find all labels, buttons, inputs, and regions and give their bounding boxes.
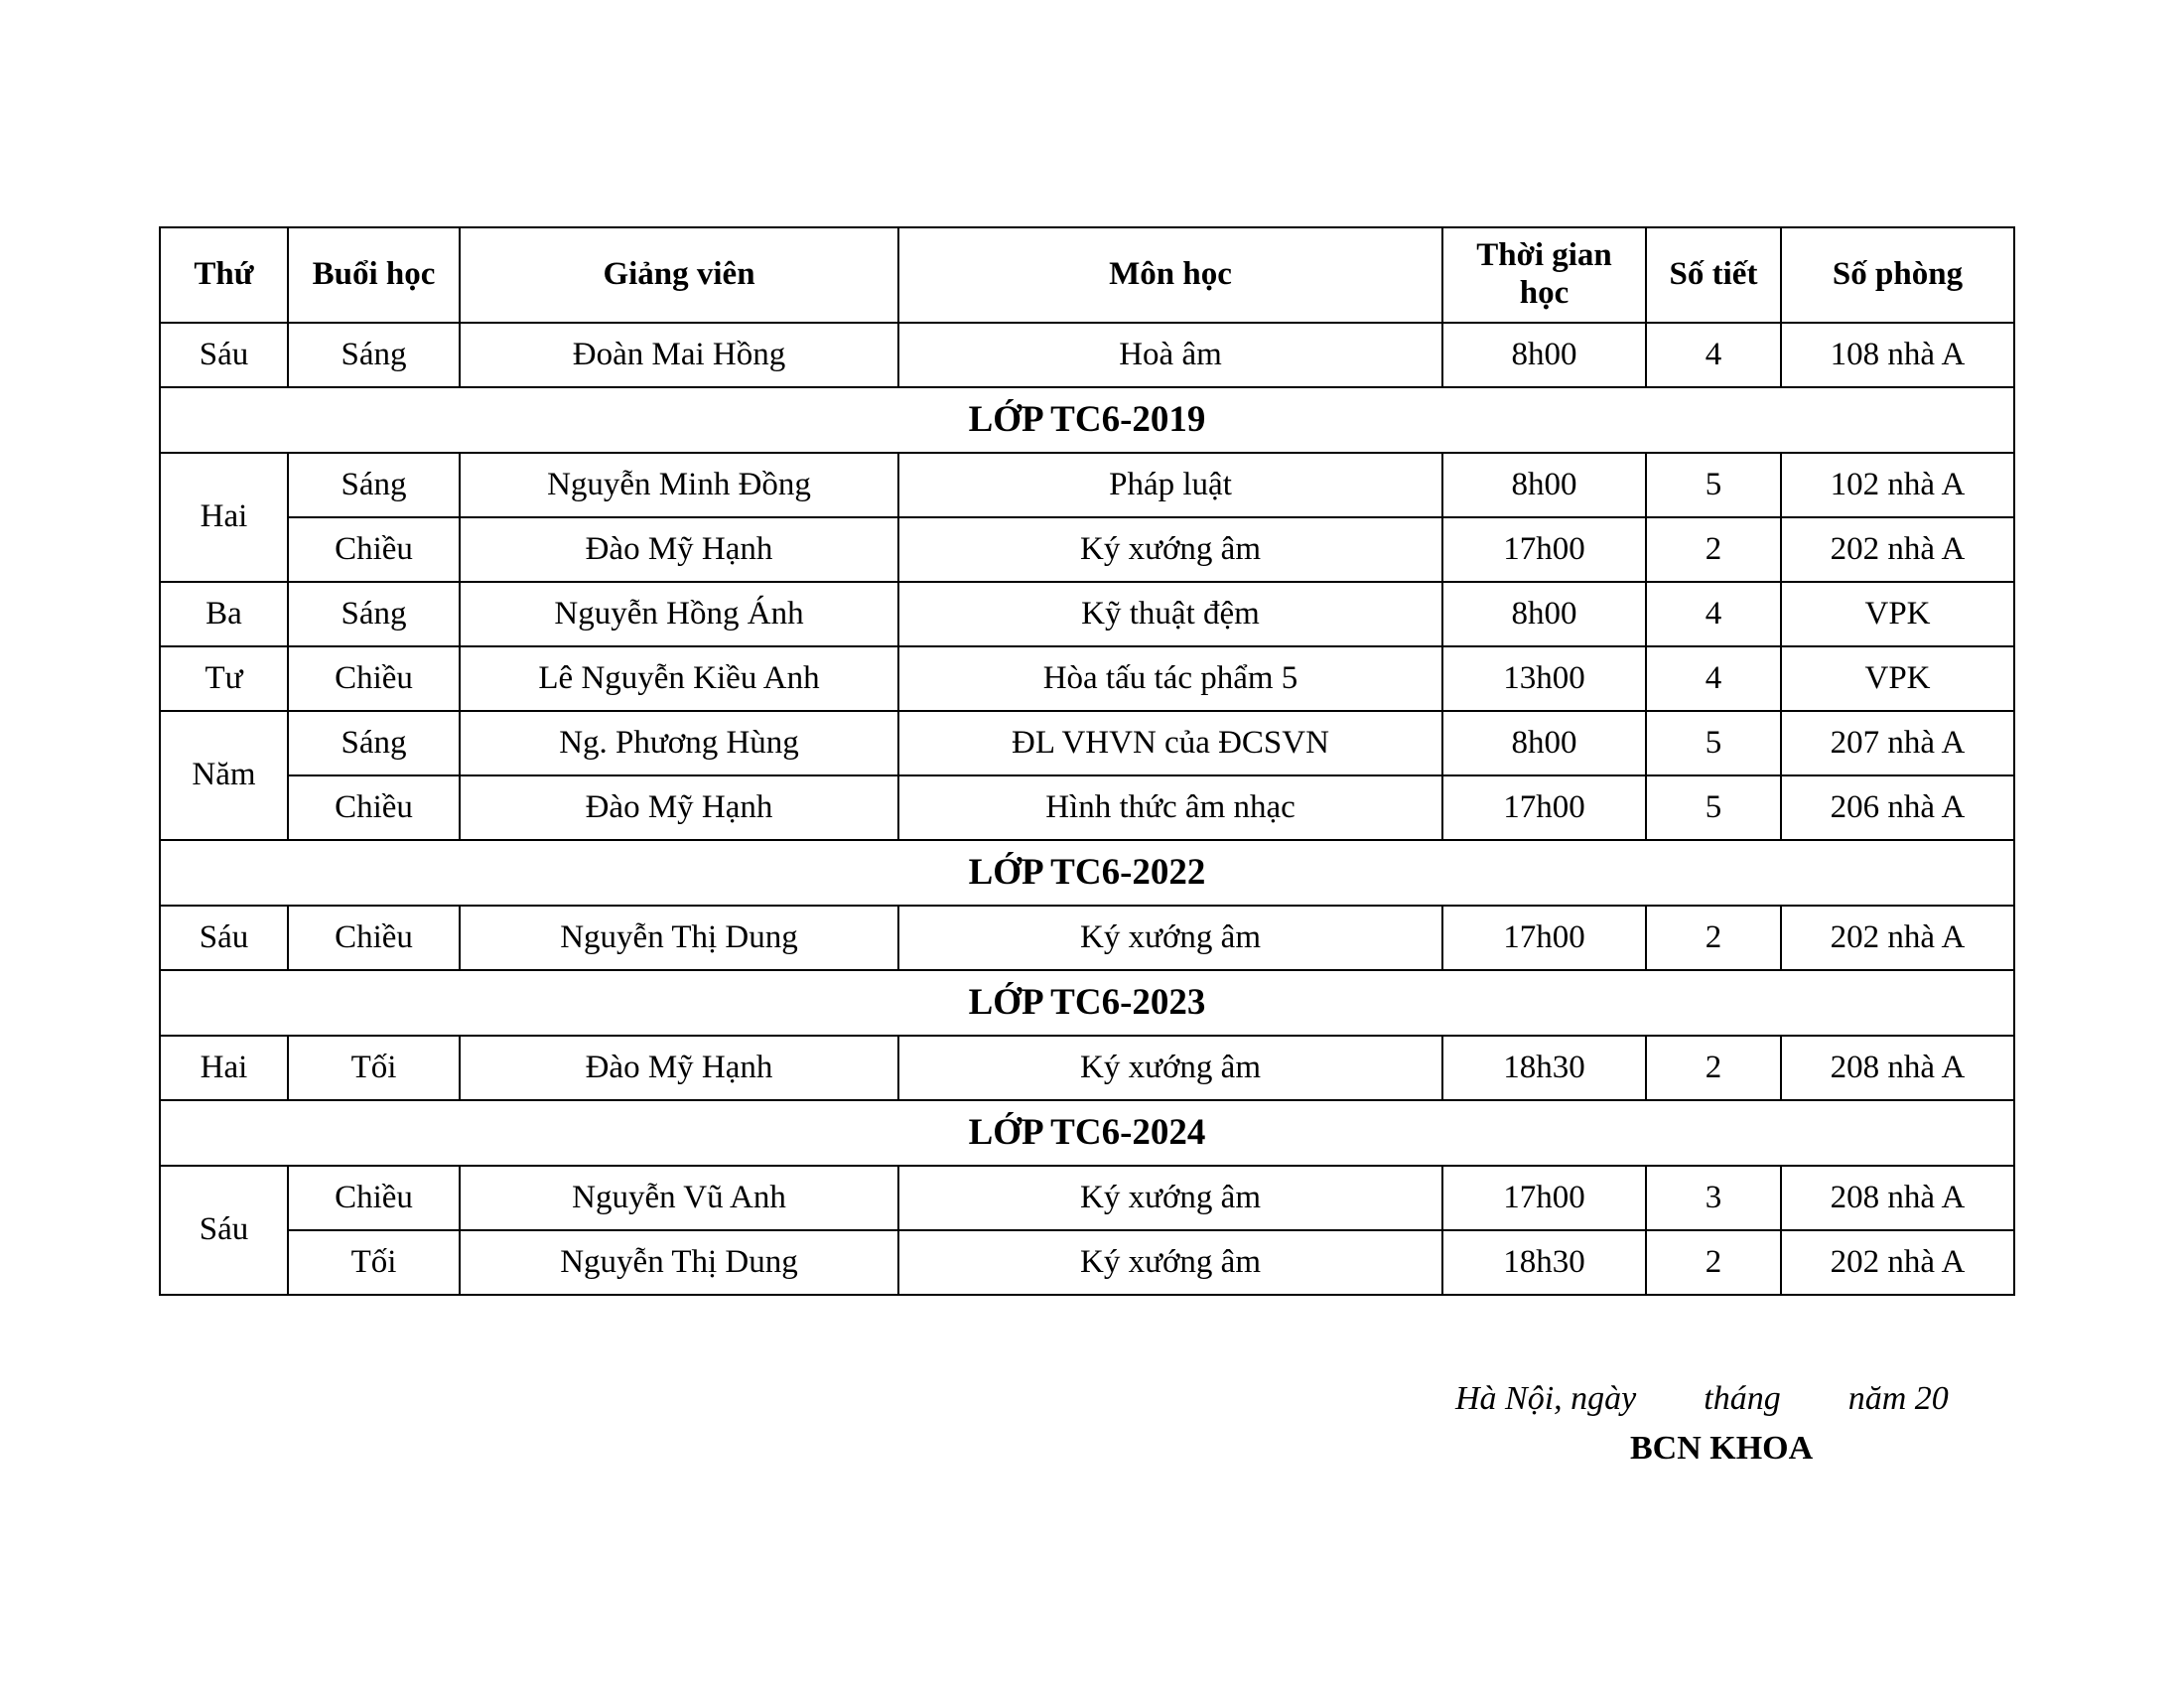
cell-so-tiet: 2 [1646,517,1781,582]
cell-thu: Sáu [160,906,288,970]
table-row [160,323,2014,387]
cell-giang-vien: Ng. Phương Hùng [460,711,898,775]
table-row [160,775,2014,840]
table-row [160,453,2014,517]
cell-buoi: Tối [288,1036,460,1100]
footer-signature-org: BCN KHOA [1630,1430,1814,1467]
section-row [160,840,2014,906]
cell-mon-hoc: Ký xướng âm [898,1230,1442,1295]
header-thoi-gian: Thời gian học [1442,227,1646,323]
cell-mon-hoc: Ký xướng âm [898,1166,1442,1230]
cell-mon-hoc: Ký xướng âm [898,1036,1442,1100]
cell-thu: Năm [160,711,288,840]
table-row [160,582,2014,646]
cell-thoi-gian: 18h30 [1442,1230,1646,1295]
cell-giang-vien: Đào Mỹ Hạnh [460,775,898,840]
table-row [160,906,2014,970]
cell-thoi-gian: 8h00 [1442,582,1646,646]
cell-thu: Ba [160,582,288,646]
cell-giang-vien: Nguyễn Vũ Anh [460,1166,898,1230]
cell-mon-hoc: Ký xướng âm [898,517,1442,582]
cell-so-tiet: 3 [1646,1166,1781,1230]
footer-date-line: Hà Nội, ngày tháng năm 20 [1455,1380,1949,1417]
cell-giang-vien: Nguyễn Thị Dung [460,1230,898,1295]
cell-thoi-gian: 17h00 [1442,517,1646,582]
cell-thoi-gian: 8h00 [1442,323,1646,387]
table-row [160,517,2014,582]
cell-thoi-gian: 17h00 [1442,1166,1646,1230]
section-title-2022: LỚP TC6-2022 [160,840,2014,906]
header-buoi: Buổi học [288,227,460,323]
cell-mon-hoc: Hình thức âm nhạc [898,775,1442,840]
cell-thu: Hai [160,1036,288,1100]
cell-mon-hoc: Kỹ thuật đệm [898,582,1442,646]
table-row [160,1036,2014,1100]
cell-so-phong: VPK [1781,646,2014,711]
cell-thoi-gian: 17h00 [1442,906,1646,970]
cell-so-tiet: 4 [1646,646,1781,711]
cell-so-tiet: 4 [1646,323,1781,387]
cell-thu: Tư [160,646,288,711]
cell-buoi: Chiều [288,906,460,970]
cell-giang-vien: Nguyễn Minh Đồng [460,453,898,517]
cell-mon-hoc: Hòa tấu tác phẩm 5 [898,646,1442,711]
section-row [160,1100,2014,1166]
cell-so-tiet: 5 [1646,775,1781,840]
cell-so-phong: 206 nhà A [1781,775,2014,840]
table-row [160,1166,2014,1230]
cell-buoi: Sáng [288,582,460,646]
cell-buoi: Sáng [288,323,460,387]
cell-thoi-gian: 8h00 [1442,711,1646,775]
cell-mon-hoc: ĐL VHVN của ĐCSVN [898,711,1442,775]
cell-buoi: Chiều [288,1166,460,1230]
cell-giang-vien: Lê Nguyễn Kiều Anh [460,646,898,711]
cell-so-phong: 207 nhà A [1781,711,2014,775]
table-row [160,1230,2014,1295]
cell-giang-vien: Đào Mỹ Hạnh [460,517,898,582]
cell-buoi: Chiều [288,775,460,840]
cell-so-tiet: 2 [1646,1230,1781,1295]
cell-so-phong: VPK [1781,582,2014,646]
section-title-2019: LỚP TC6-2019 [160,387,2014,453]
cell-so-tiet: 5 [1646,711,1781,775]
cell-so-phong: 208 nhà A [1781,1036,2014,1100]
cell-thoi-gian: 13h00 [1442,646,1646,711]
cell-buoi: Sáng [288,711,460,775]
table-row [160,711,2014,775]
cell-so-phong: 202 nhà A [1781,906,2014,970]
cell-buoi: Sáng [288,453,460,517]
section-title-2024: LỚP TC6-2024 [160,1100,2014,1166]
cell-buoi: Tối [288,1230,460,1295]
cell-giang-vien: Đoàn Mai Hồng [460,323,898,387]
table-row [160,646,2014,711]
cell-mon-hoc: Hoà âm [898,323,1442,387]
cell-mon-hoc: Ký xướng âm [898,906,1442,970]
cell-giang-vien: Nguyễn Hồng Ánh [460,582,898,646]
cell-thu: Sáu [160,1166,288,1295]
schedule-table [159,226,2015,1296]
cell-thu: Hai [160,453,288,582]
cell-so-phong: 202 nhà A [1781,1230,2014,1295]
header-row [160,227,2014,323]
header-mon-hoc: Môn học [898,227,1442,323]
cell-giang-vien: Nguyễn Thị Dung [460,906,898,970]
cell-so-tiet: 5 [1646,453,1781,517]
cell-thu: Sáu [160,323,288,387]
cell-so-tiet: 2 [1646,1036,1781,1100]
header-so-tiet: Số tiết [1646,227,1781,323]
cell-mon-hoc: Pháp luật [898,453,1442,517]
cell-giang-vien: Đào Mỹ Hạnh [460,1036,898,1100]
header-giang-vien: Giảng viên [460,227,898,323]
section-row [160,970,2014,1036]
cell-so-tiet: 4 [1646,582,1781,646]
section-title-2023: LỚP TC6-2023 [160,970,2014,1036]
cell-thoi-gian: 8h00 [1442,453,1646,517]
cell-buoi: Chiều [288,646,460,711]
section-row [160,387,2014,453]
cell-so-phong: 102 nhà A [1781,453,2014,517]
header-thu: Thứ [160,227,288,323]
cell-so-phong: 202 nhà A [1781,517,2014,582]
cell-so-phong: 108 nhà A [1781,323,2014,387]
header-so-phong: Số phòng [1781,227,2014,323]
cell-buoi: Chiều [288,517,460,582]
cell-so-tiet: 2 [1646,906,1781,970]
cell-thoi-gian: 17h00 [1442,775,1646,840]
cell-so-phong: 208 nhà A [1781,1166,2014,1230]
cell-thoi-gian: 18h30 [1442,1036,1646,1100]
